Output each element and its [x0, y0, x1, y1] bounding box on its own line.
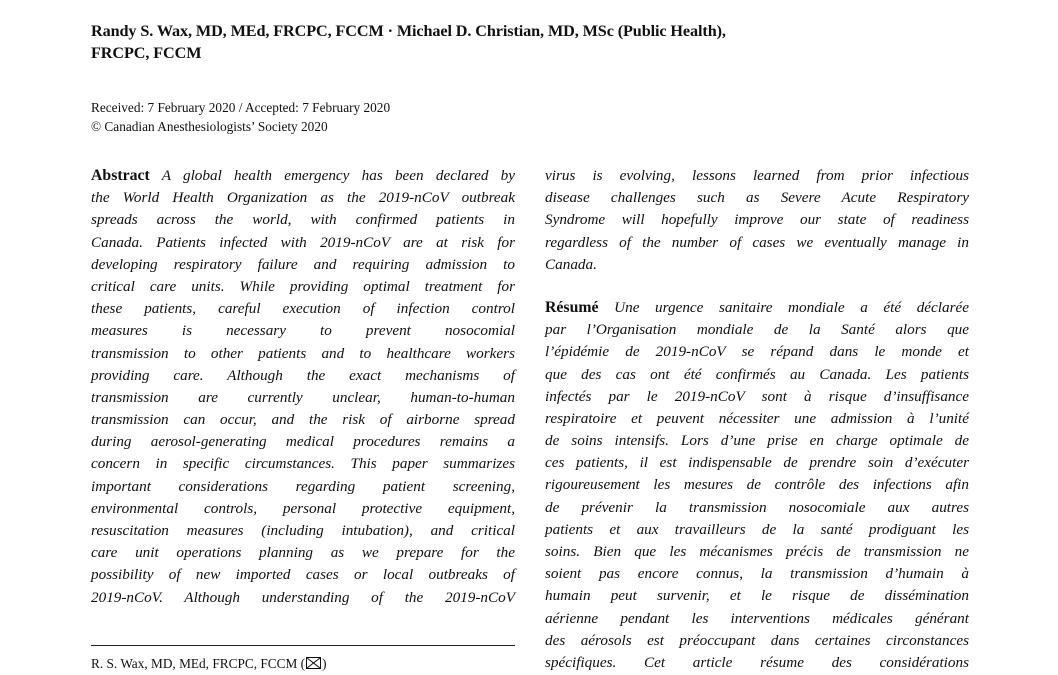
abstract-line: developing respiratory failure and requiring admission to — [91, 255, 515, 273]
abstract-line: important considerations regarding patient screening, — [91, 477, 515, 495]
resume-line: des aérosols est préoccupant dans certaines circonstances — [545, 631, 969, 649]
resume-line: respiratoire et peuvent nécessiter une admission à l’unité — [545, 409, 969, 427]
resume-line: ces patients, il est indispensable de prendre soin d’exécuter — [545, 454, 969, 472]
abstract-line: critical care units. While providing optimal treatment for — [91, 277, 515, 295]
corresponding-author-footnote — [91, 654, 327, 673]
resume-line: l’épidémie de 2019-nCoV se répand dans le monde et — [545, 343, 969, 361]
abstract-line — [91, 165, 515, 187]
resume-line — [545, 297, 969, 319]
abstract-line: during aerosol-generating medical procedures remains a — [91, 433, 515, 451]
abstract-column — [91, 165, 515, 609]
resume-line: de soins intensifs. Lors d’une prise en charge optimale de — [545, 432, 969, 450]
abstract-line: transmission can occur, and the risk of airborne spread — [91, 411, 515, 429]
author-line-1: Randy S. Wax, MD, MEd, FRCPC, FCCM · Michael D. Christian, MD, MSc (Public Health), — [91, 22, 726, 40]
copyright: © Canadian Anesthesiologists’ Society 2020 — [91, 119, 328, 134]
abstract-continued — [545, 165, 969, 276]
abstract-cont-line: Syndrome will hopefully improve our state of readiness — [545, 211, 969, 229]
abstract-line: the World Health Organization as the 2019-nCoV outbreak — [91, 189, 515, 207]
abstract-line: concern in specific circumstances. This paper summarizes — [91, 455, 515, 473]
abstract-text: A global health emergency has been declared by — [149, 167, 515, 184]
resume-line: humain peut survenir, et le risque de dissémination — [545, 587, 969, 605]
resume-line: que des cas ont été confirmés au Canada. Les patients — [545, 365, 969, 383]
resume-line: soient pas encore connus, la transmission d’humain à — [545, 565, 969, 583]
abstract-line: transmission are currently unclear, human-to-human — [91, 388, 515, 406]
footnote-rule — [91, 645, 515, 646]
abstract-cont-line: virus is evolving, lessons learned from prior infectious — [545, 167, 969, 184]
resume-line: infectés par le 2019-nCoV sont à risque d’insuffisance — [545, 387, 969, 405]
abstract-line: resuscitation measures (including intubation), and critical — [91, 522, 515, 539]
received-accepted: Received: 7 February 2020 / Accepted: 7 February 2020 — [91, 100, 391, 115]
resume-line: rigoureusement les mesures de contrôle des infections afin — [545, 476, 969, 494]
abstract-line: environmental controls, personal protective equipment, — [91, 499, 515, 517]
abstract-line: spreads across the world, with confirmed patients in — [91, 211, 515, 229]
abstract-line: measures is necessary to prevent nosocomial — [91, 322, 515, 340]
resume-section — [545, 297, 969, 674]
resume-heading: Résumé — [545, 298, 599, 316]
abstract-cont-line: Canada. — [545, 255, 597, 273]
abstract-heading: Abstract — [91, 167, 150, 184]
resume-line: par l’Organisation mondiale de la Santé alors que — [545, 321, 969, 339]
abstract-line: these patients, careful execution of infection control — [91, 300, 515, 318]
author-line-2: FRCPC, FCCM — [91, 44, 202, 62]
abstract-line: possibility of new imported cases or local outbreaks of — [91, 566, 515, 584]
abstract-line: Canada. Patients infected with 2019-nCoV are at risk for — [91, 233, 515, 251]
abstract-line: providing care. Although the exact mechanisms of — [91, 366, 515, 384]
resume-line: patients et aux travailleurs de la santé prodiguant les — [545, 520, 969, 538]
abstract-line: transmission to other patients and to healthcare workers — [91, 344, 515, 362]
article-dates — [91, 98, 390, 136]
footnote-close: ) — [322, 656, 327, 671]
abstract-cont-line: disease challenges such as Severe Acute Respiratory — [545, 189, 969, 207]
resume-text: Une urgence sanitaire mondiale a été déclarée — [598, 298, 969, 316]
resume-line: aérienne pendant les interventions médicales générant — [545, 609, 969, 627]
abstract-line: care unit operations planning as we prepare for the — [91, 544, 515, 562]
envelope-icon[interactable] — [306, 657, 321, 669]
right-column — [545, 165, 969, 674]
footnote-name: R. S. Wax, MD, MEd, FRCPC, FCCM ( — [91, 656, 306, 671]
resume-line: soins. Bien que les mécanismes précis de transmission ne — [545, 543, 969, 560]
abstract-cont-line: regardless of the number of cases we eventually manage in — [545, 233, 969, 251]
resume-line: spécifiques. Cet article résume des considérations — [545, 653, 969, 671]
abstract-line: 2019-nCoV. Although understanding of the 2019-nCoV — [91, 588, 515, 606]
resume-line: de prévenir la transmission nosocomiale aux autres — [545, 498, 969, 516]
author-list — [91, 20, 851, 64]
